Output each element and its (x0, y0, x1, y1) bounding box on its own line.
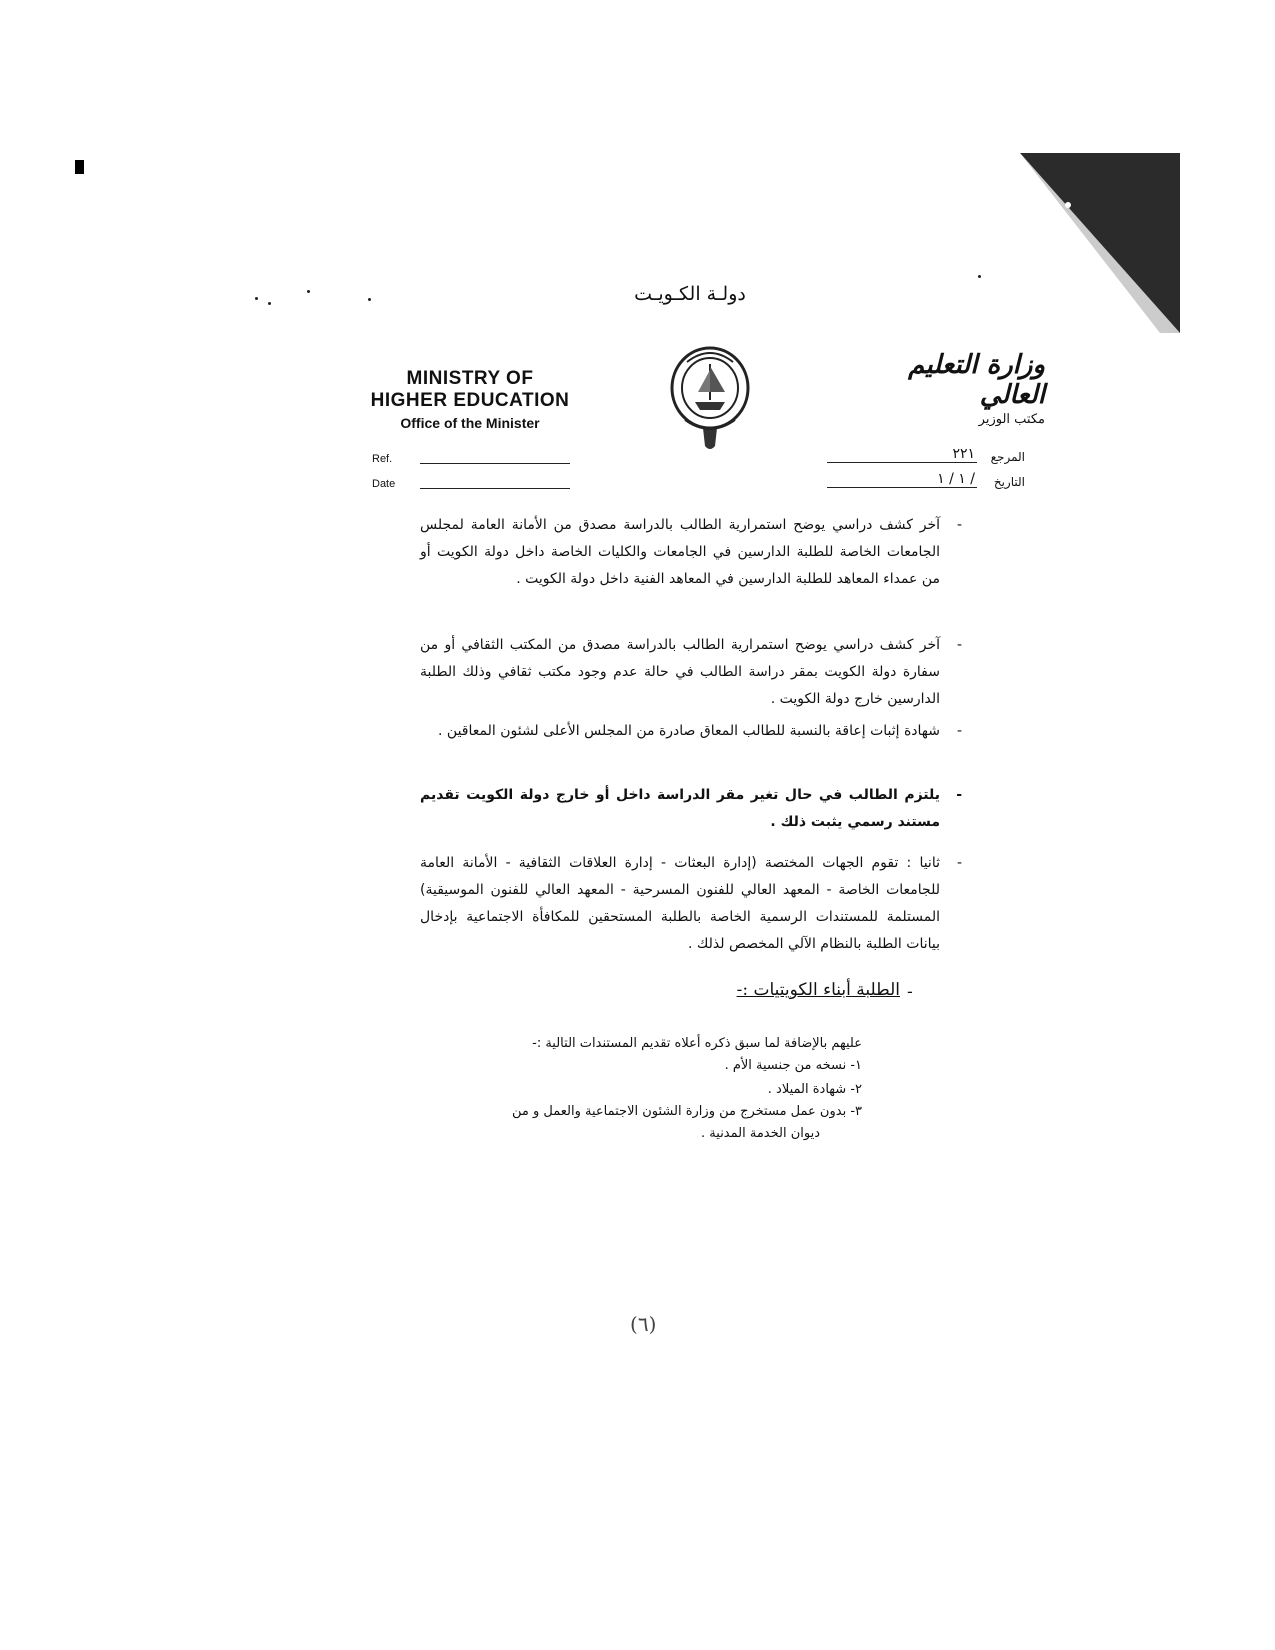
scan-speck (255, 297, 258, 300)
list-item: - يلتزم الطالب في حال تغير مقر الدراسة داخل أو خارج دولة الكويت تقديم مستند رسمي يثبت ذلك . (420, 787, 962, 830)
list-item: - آخر كشف دراسي يوضح استمرارية الطالب بالدراسة مصدق من المكتب الثقافي أو من سفارة دولة الكويت بمقر دراسة الطالب في حالة عدم وجود مكتب ثقافي وذلك الطلبة الدارسين خارج دولة الكويت . (420, 637, 962, 707)
scan-speck (978, 275, 981, 278)
ref-line-ar (827, 462, 977, 463)
office-name-ar: مكتب الوزير (978, 412, 1045, 427)
section-title: الطلبة أبناء الكويتيات :- (736, 980, 900, 1000)
section-intro: عليهم بالإضافة لما سبق ذكره أعلاه تقديم المستندات التالية :- (532, 1036, 862, 1051)
country-heading: دولـة الكـويـت (634, 283, 746, 305)
list-item: - شهادة إثبات إعاقة بالنسبة للطالب المعاق صادرة من المجلس الأعلى لشئون المعاقين . (438, 723, 962, 739)
page-number: (٦) (630, 1312, 657, 1336)
scan-corner-shadow (1020, 153, 1180, 333)
section-bullet: - (907, 982, 913, 1001)
date-field-ar (825, 471, 1025, 493)
paragraph-text: آخر كشف دراسي يوضح استمرارية الطالب بالدراسة مصدق من الأمانة العامة لمجلس الجامعات الخاصة للطلبة الدارسين في الجامعات والكليات الخاصة داخل دولة الكويت أو من عمداء المعاهد للطلبة الدارسين في المعاهد الفنية داخل دولة الكويت . (420, 517, 940, 587)
state-emblem-icon (665, 342, 755, 458)
scan-speck (368, 298, 371, 301)
ref-label-ar: المرجع (990, 450, 1025, 464)
ministry-name-ar: وزارة التعليم العالي (908, 350, 1045, 410)
ref-field-ar (825, 446, 1025, 468)
paragraph-text: يلتزم الطالب في حال تغير مقر الدراسة داخل أو خارج دولة الكويت تقديم مستند رسمي يثبت ذلك . (420, 787, 940, 830)
date-line-ar (827, 487, 977, 488)
list-item: - ثانيا : تقوم الجهات المختصة (إدارة البعثات - إدارة العلاقات الثقافية - الأمانة العامة للجامعات الخاصة - المعهد العالي للفنون المسرحية - المعهد العالي للفنون الموسيقية) المستلمة للمستندات الرسمية الخاصة بالطلبة المستحقين للمكافأة الاجتماعية بإدخال بيانات الطلبة بالنظام الآلي المخصص لذلك . (420, 855, 962, 952)
date-line (420, 488, 570, 489)
date-value: / ١ / ١ (937, 471, 975, 487)
scan-speck (268, 302, 271, 305)
list-item: ٢- شهادة الميلاد . (767, 1082, 862, 1097)
paragraph-text: ثانيا : تقوم الجهات المختصة (إدارة البعثات - إدارة العلاقات الثقافية - الأمانة العامة للجامعات الخاصة - المعهد العالي للفنون المسرحية - المعهد العالي للفنون الموسيقية) المستلمة للمستندات الرسمية الخاصة بالطلبة المستحقين للمكافأة الاجتماعية بإدخال بيانات الطلبة بالنظام الآلي المخصص لذلك . (420, 855, 940, 952)
scan-mark (75, 160, 84, 174)
scan-speck (307, 290, 310, 293)
list-item: - آخر كشف دراسي يوضح استمرارية الطالب بالدراسة مصدق من الأمانة العامة لمجلس الجامعات الخاصة للطلبة الدارسين في الجامعات والكليات الخاصة داخل دولة الكويت أو من عمداء المعاهد للطلبة الدارسين في المعاهد الفنية داخل دولة الكويت . (420, 517, 962, 587)
paragraph-text: آخر كشف دراسي يوضح استمرارية الطالب بالدراسة مصدق من المكتب الثقافي أو من سفارة دولة الكويت بمقر دراسة الطالب في حالة عدم وجود مكتب ثقافي وذلك الطلبة الدارسين خارج دولة الكويت . (420, 637, 940, 707)
date-label: Date (372, 478, 396, 490)
ministry-name-line2: HIGHER EDUCATION (370, 390, 570, 411)
ref-field (372, 453, 582, 469)
list-item: ٣- بدون عمل مستخرج من وزارة الشئون الاجتماعية والعمل و من (511, 1104, 862, 1119)
date-label-ar: التاريخ (993, 475, 1025, 489)
date-field (372, 478, 582, 494)
ministry-letterhead-ar (850, 350, 1045, 427)
ref-label: Ref. (372, 453, 393, 465)
ref-line (420, 463, 570, 464)
office-name: Office of the Minister (400, 415, 540, 431)
list-item: ديوان الخدمة المدنية . (701, 1126, 820, 1141)
ministry-name-line1: MINISTRY OF (406, 368, 534, 389)
ministry-letterhead-en (360, 368, 580, 431)
ref-value: ٢٢١ (952, 446, 975, 462)
list-item: ١- نسخه من جنسية الأم . (724, 1058, 862, 1073)
paragraph-text: شهادة إثبات إعاقة بالنسبة للطالب المعاق صادرة من المجلس الأعلى لشئون المعاقين . (438, 723, 940, 739)
